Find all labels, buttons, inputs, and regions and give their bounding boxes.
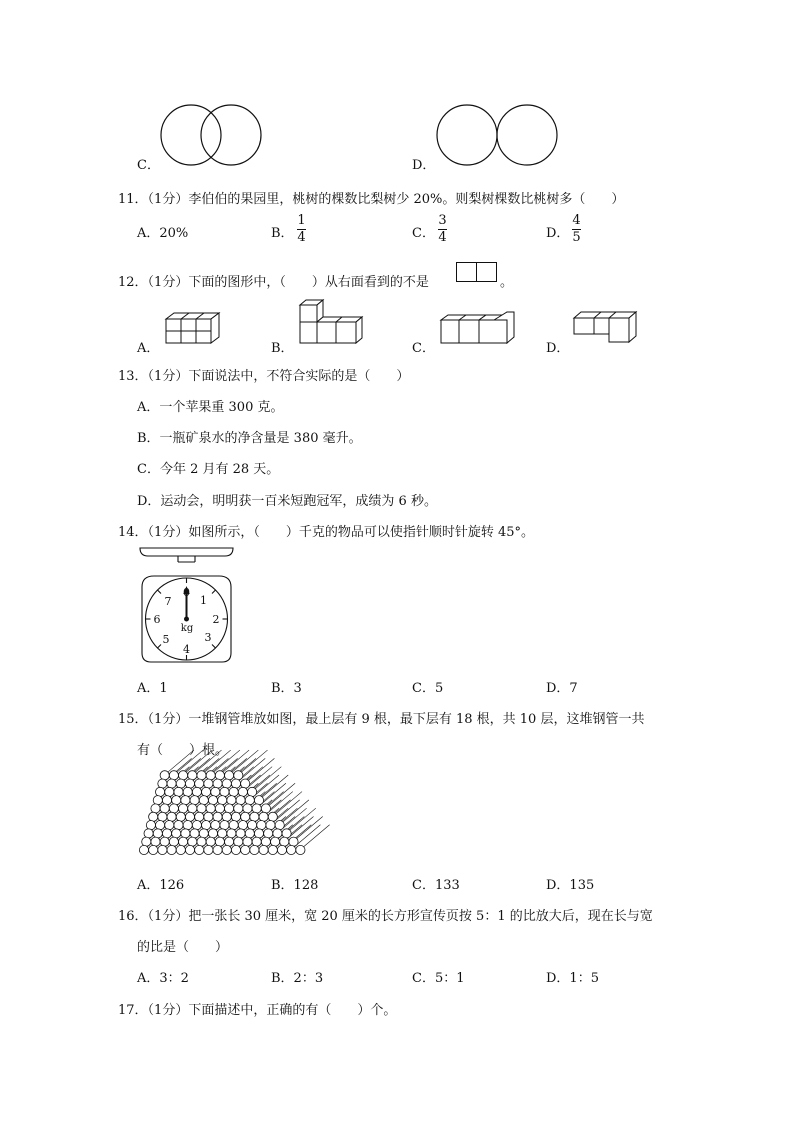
q11-option-a: A．20% — [137, 226, 189, 241]
q11-option-c-label: C． — [412, 226, 435, 241]
cube-figure-c — [438, 310, 518, 346]
q15-stem-line2: 有（ ）根。 — [137, 743, 229, 758]
fraction-denominator: 5 — [572, 230, 581, 245]
q12-option-a-label: A． — [137, 341, 160, 356]
two-squares-view-icon — [456, 262, 498, 282]
q12-option-b-label: B． — [271, 341, 294, 356]
fraction-denominator: 4 — [297, 230, 306, 245]
scale-number-0: 0 — [183, 586, 190, 599]
fraction-numerator: 3 — [438, 213, 447, 228]
scale-unit: kg — [180, 623, 194, 634]
q16-stem-line1: 16．（1分）把一张长 30 厘米，宽 20 厘米的长方形宣传页按 5：1 的比放大后，现在长与宽 — [118, 909, 653, 924]
q15-option-c: C．133 — [412, 878, 460, 893]
q14-option-c: C．5 — [412, 681, 444, 696]
q12-option-d-label: D． — [546, 341, 570, 356]
kitchen-scale-figure — [136, 545, 238, 665]
fraction-denominator: 4 — [438, 230, 447, 245]
q12-stem: 12．（1分）下面的图形中，（ ）从右面看到的不是 — [118, 275, 429, 290]
q16-option-b: B．2：3 — [271, 971, 324, 986]
q15-stem-line1: 15．（1分）一堆钢管堆放如图，最上层有 9 根，最下层有 18 根，共 10 层，这堆钢管一共 — [118, 712, 645, 727]
scale-number-4: 4 — [183, 643, 190, 656]
q13-option-d: D．运动会，明明获一百米短跑冠军，成绩为 6 秒。 — [137, 494, 437, 509]
q16-option-d: D．1：5 — [546, 971, 599, 986]
q14-stem: 14．（1分）如图所示，（ ）千克的物品可以使指针顺时针旋转 45°。 — [118, 525, 534, 540]
steel-pipe-stack-figure — [136, 764, 306, 864]
q17-stem: 17．（1分）下面描述中，正确的有（ ）个。 — [118, 1003, 397, 1018]
cube-figure-b — [298, 298, 370, 346]
q14-option-a: A．1 — [137, 681, 168, 696]
q15-option-d: D．135 — [546, 878, 595, 893]
cube-figure-a — [163, 310, 223, 346]
q10-option-d-label: D． — [412, 158, 436, 173]
q11-option-d-label: D． — [546, 226, 570, 241]
q12-stem-end: 。 — [500, 275, 514, 290]
q13-option-a: A．一个苹果重 300 克。 — [137, 400, 284, 415]
q13-stem: 13．（1分）下面说法中，不符合实际的是（ ） — [118, 369, 410, 384]
q14-option-b: B．3 — [271, 681, 302, 696]
q11-option-b-fraction — [297, 214, 306, 245]
q13-option-b: B．一瓶矿泉水的净含量是 380 毫升。 — [137, 431, 362, 446]
q15-option-b: B．128 — [271, 878, 319, 893]
fraction-numerator: 4 — [572, 213, 581, 228]
q11-option-d-fraction — [572, 214, 581, 245]
fraction-numerator: 1 — [297, 213, 306, 228]
q10-option-c-label: C． — [137, 158, 160, 173]
q16-stem-line2: 的比是（ ） — [137, 940, 229, 955]
q14-option-d: D．7 — [546, 681, 578, 696]
cube-figure-d — [572, 309, 644, 347]
scale-number-5: 5 — [162, 633, 170, 646]
tangent-circles-figure — [436, 104, 561, 166]
scale-number-7: 7 — [164, 595, 172, 608]
q11-option-c-fraction — [438, 214, 447, 245]
scale-number-6: 6 — [153, 613, 161, 626]
q11-stem: 11．（1分）李伯伯的果园里，桃树的棵数比梨树少 20%。则梨树棵数比桃树多（ ） — [118, 192, 625, 207]
scale-number-1: 1 — [200, 594, 207, 607]
scale-number-3: 3 — [204, 631, 212, 644]
scale-number-2: 2 — [212, 613, 220, 626]
q16-option-c: C．5：1 — [412, 971, 465, 986]
overlapping-circles-figure — [160, 104, 265, 166]
q15-option-a: A．126 — [137, 878, 185, 893]
q12-option-c-label: C． — [412, 341, 435, 356]
q13-option-c: C．今年 2 月有 28 天。 — [137, 462, 280, 477]
q16-option-a: A．3：2 — [137, 971, 189, 986]
q11-option-b-label: B． — [271, 226, 294, 241]
